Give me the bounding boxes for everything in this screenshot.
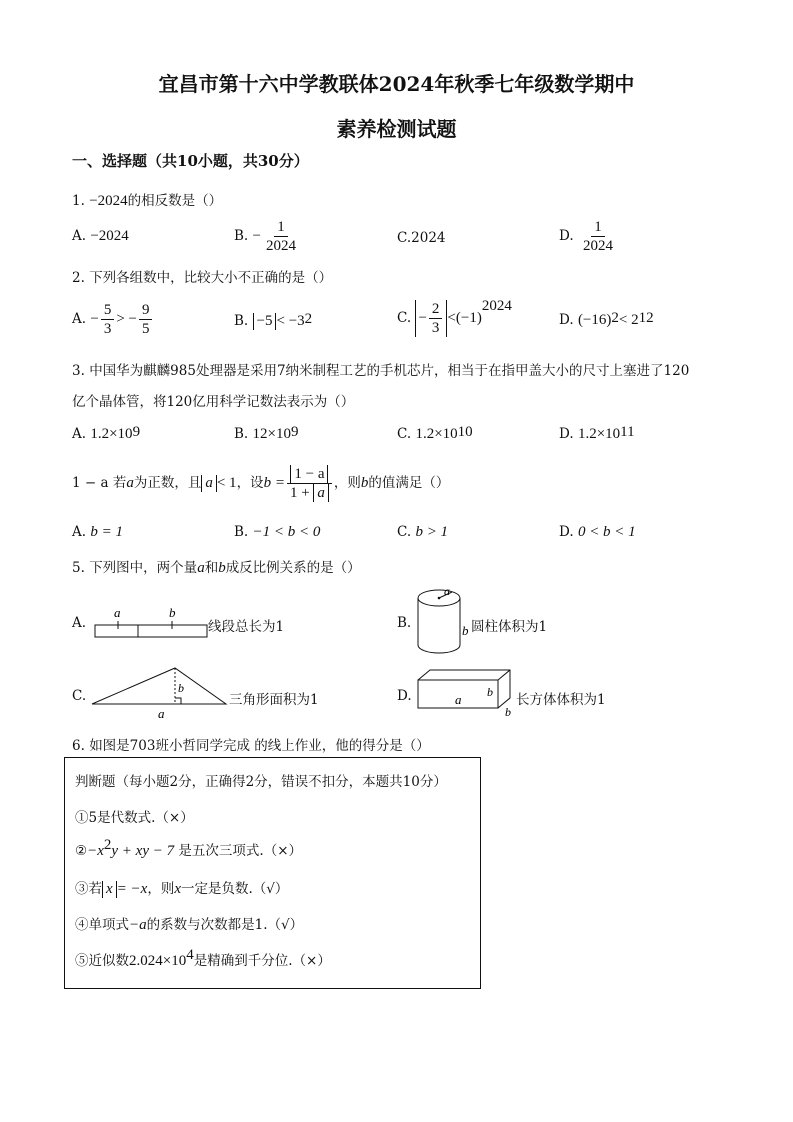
label-a: a	[114, 605, 121, 620]
q5-d-caption: 长方体体积为1	[516, 692, 606, 708]
q1-option-c[interactable]: C.2024	[397, 230, 446, 246]
q2-option-a[interactable]: A. − $\frac{5}{3}$ > − $\frac{9}{5}$	[72, 301, 154, 338]
q3-option-d[interactable]: D. $1.2\times 10^{11}$	[559, 424, 635, 442]
q4-option-b[interactable]: B. −1 < b < 0	[234, 524, 321, 540]
cuboid-diagram	[415, 666, 519, 720]
label-b: b	[462, 623, 469, 638]
q4-option-d[interactable]: D. 0 < b < 1	[559, 524, 636, 540]
question-1: 1. −2024的相反数是（）	[72, 193, 223, 209]
label-b: b	[487, 685, 493, 699]
label-a: a	[444, 585, 450, 598]
question-5: 5. 下列图中，两个量a和b成反比例关系的是（）	[72, 560, 361, 576]
box-item-5: ⑤近似数$2.024\times 10^4$是精确到千分位.（×）	[75, 947, 331, 969]
cylinder-diagram	[412, 585, 474, 657]
box-item-2: $②-x^2y$ + xy − 7 是五次三项式.（×）	[75, 837, 303, 859]
q3-option-c[interactable]: C. $1.2\times 10^{10}$	[397, 424, 473, 442]
q5-c-caption: 三角形面积为1	[229, 692, 319, 708]
q4-option-a[interactable]: A. b = 1	[72, 524, 123, 540]
page-title: 宜昌市第十六中学教联体2024年秋季七年级数学期中	[158, 72, 635, 96]
label-b: b	[169, 605, 176, 620]
q2-option-d[interactable]: D. $(-16)^2< 2^{12}$	[559, 310, 654, 328]
q5-option-b[interactable]: B.	[397, 615, 412, 631]
q1-text: 的相反数是（）	[127, 193, 223, 209]
q2-option-b[interactable]: B. $-5 < -3^2$	[234, 311, 313, 329]
q4-option-c[interactable]: C. b > 1	[397, 524, 449, 540]
question-6: 6. 如图是703班小哲同学完成 的线上作业，他的得分是（）	[72, 738, 430, 754]
label-a: a	[455, 692, 462, 707]
label-b-depth: b	[505, 705, 511, 719]
label-b: b	[178, 681, 184, 695]
box-item-3: ③若 x = −x，则x一定是负数.（√）	[75, 881, 289, 897]
section-heading: 一、选择题（共10小题，共30分）	[72, 152, 309, 170]
q5-option-a[interactable]: A.	[72, 615, 87, 631]
box-item-4: ④单项式−a的系数与次数都是1.（√）	[75, 917, 304, 933]
q3-option-b[interactable]: B. $12\times 10^9$	[234, 424, 299, 442]
q5-b-caption: 圆柱体积为1	[471, 619, 548, 635]
question-3-line1: 3. 中国华为麒麟985处理器是采用7纳米制程工艺的手机芯片，相当于在指甲盖大小的尺寸上塞进了120	[72, 363, 690, 379]
question-3-line2: 亿个晶体管，将120亿用科学记数法表示为（）	[72, 394, 355, 410]
q5-a-caption: 线段总长为1	[208, 619, 285, 635]
box-header: 判断题（每小题2分，正确得2分，错误不扣分，本题共10分）	[75, 774, 447, 790]
segment-diagram	[92, 603, 210, 643]
box-item-1: ①5是代数式.（×）	[75, 810, 194, 826]
q1-option-a[interactable]: A. −2024	[72, 228, 129, 244]
page-subtitle: 素养检测试题	[336, 117, 457, 141]
q3-option-a[interactable]: A. $1.2\times 10^9$	[72, 424, 141, 442]
question-2: 2. 下列各组数中，比较大小不正确的是（）	[72, 270, 333, 286]
triangle-diagram	[90, 664, 230, 722]
q1-option-d[interactable]: D. $\frac{1}{2024}$	[559, 219, 613, 254]
q5-option-d[interactable]: D.	[397, 688, 412, 704]
q2-option-c[interactable]: C. − $\frac{2}{3}$ $<(-1)^{2024}$	[397, 298, 512, 336]
question-4: 1 − a 若a为正数，且 a < 1，设b = $\frac{1 - a}{1 + a}$ ，则b的值满足（）	[72, 466, 450, 501]
q1-option-b[interactable]: B. − $\frac{1}{2024}$	[234, 219, 296, 254]
q1-expr: −2024	[89, 193, 128, 209]
q5-option-c[interactable]: C.	[72, 688, 87, 704]
label-a: a	[158, 706, 165, 721]
homework-box	[64, 757, 481, 989]
